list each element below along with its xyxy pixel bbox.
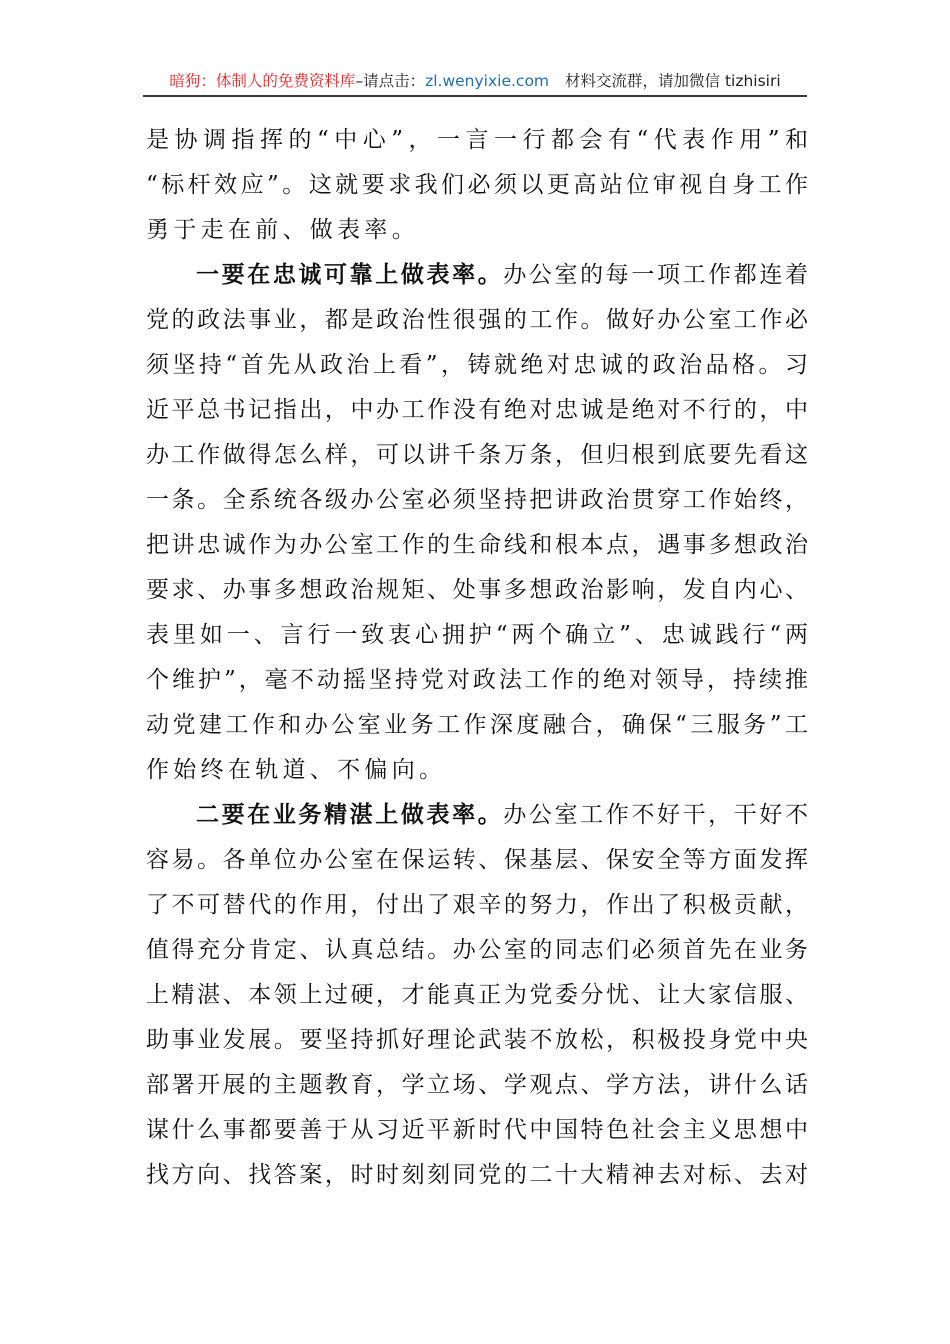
paragraph-heading-loyalty: 一要在忠诚可靠上做表率。 (196, 262, 504, 288)
text-line: 须坚持“首先从政治上看”，铸就绝对忠诚的政治品格。习 (146, 352, 808, 378)
text-line: 表里如一、言行一致衷心拥护“两个确立”、忠诚践行“两 (146, 622, 808, 648)
text-line: 作始终在轨道、不偏向。 (146, 757, 447, 783)
paragraph-expertise (146, 793, 808, 1198)
text-line: 要求、办事多想政治规矩、处事多想政治影响，发自内心、 (146, 577, 808, 603)
text-line: 办工作做得怎么样，可以讲千条万条，但归根到底要先看这 (146, 442, 808, 468)
text-line: 值得充分肯定、认真总结。办公室的同志们必须首先在业务 (146, 937, 808, 963)
text-line: “标杆效应”。这就要求我们必须以更高站位审视自身工作 (146, 172, 808, 198)
header-click-prefix: –请点击： (355, 72, 426, 90)
text-line: 一条。全系统各级办公室必须坚持把讲政治贯穿工作始终， (146, 487, 808, 513)
text-line: 容易。各单位办公室在保运转、保基层、保安全等方面发挥 (146, 847, 808, 873)
text-line-with-heading (146, 793, 808, 838)
text-line: 找方向、找答案，时时刻刻同党的二十大精神去对标、去对 (146, 1162, 808, 1188)
text-line: 谋什么事都要善于从习近平新时代中国特色社会主义思想中 (146, 1117, 808, 1143)
text-line: 近平总书记指出，中办工作没有绝对忠诚是绝对不行的，中 (146, 397, 808, 423)
text-line: 把讲忠诚作为办公室工作的生命线和根本点，遇事多想政治 (146, 532, 808, 558)
text-line: 助事业发展。要坚持抓好理论武装不放松，积极投身党中央 (146, 1027, 808, 1053)
text-line: 动党建工作和办公室业务工作深度融合，确保“三服务”工 (146, 712, 808, 738)
header-divider (143, 95, 807, 97)
paragraph-continuation (146, 118, 808, 253)
text-line: 个维护”，毫不动摇坚持党对政法工作的绝对领导，持续推 (146, 667, 808, 693)
text-fragment: 办公室工作不好干，干好不 (503, 802, 809, 828)
text-line-with-heading (146, 253, 808, 298)
header-group-text: 材料交流群，请加微信 tizhisiri (565, 72, 781, 90)
header-brand-text: 暗狗：体制人的免费资料库 (169, 72, 356, 90)
text-line: 上精湛、本领上过硬，才能真正为党委分忧、让大家信服、 (146, 982, 808, 1008)
text-fragment: 办公室的每一项工作都连着 (503, 262, 809, 288)
text-line: 部署开展的主题教育，学立场、学观点、学方法，讲什么话 (146, 1072, 808, 1098)
header-url-link[interactable]: zl.wenyixie.com (425, 72, 550, 90)
text-line: 党的政法事业，都是政治性很强的工作。做好办公室工作必 (146, 307, 808, 333)
paragraph-loyalty (146, 253, 808, 793)
text-line: 勇于走在前、做表率。 (146, 217, 419, 243)
text-line: 是协调指挥的“中心”，一言一行都会有“代表作用”和 (146, 127, 808, 153)
document-body (146, 118, 808, 1198)
text-line: 了不可替代的作用，付出了艰辛的努力，作出了积极贡献， (146, 892, 808, 918)
paragraph-heading-expertise: 二要在业务精湛上做表率。 (196, 802, 504, 828)
page-header-banner (143, 68, 807, 94)
